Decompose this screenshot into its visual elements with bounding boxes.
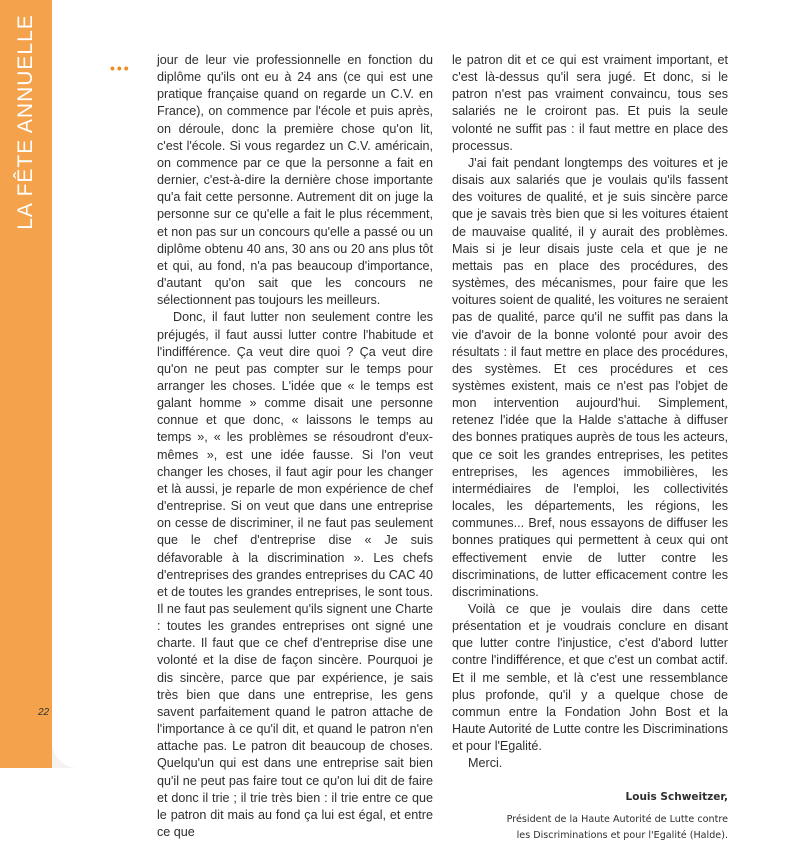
text-column-left: [157, 52, 433, 841]
paragraph: J'ai fait pendant longtemps des voitures et je disais aux salariés que je voulais qu'ils fassent des voitures de qualité, et je suis sincère parce que je savais très bien que si les voitures étaient de mauvaise qualité, il y aurait des problèmes. Mais si je leur disais juste cela et que je ne mettais pas en place des procédures, des systèmes, des mécanismes, pour faire que les voitures soient de qualité, les voitures ne seraient pas de qualité, parce qu'il ne suffit pas dans la vie d'avoir de la bonne volonté pour avoir des résultats : il faut mettre en place des procédures, des systèmes. Et ces procédures et ces systèmes existent, mais ce n'est pas l'objet de mon intervention aujourd'hui. Simplement, retenez l'idée que la Halde s'attache à diffuser des bonnes pratiques auprès de tous les acteurs, que ce soit les grandes entreprises, les petites entreprises, les agences immobilières, les intermédiaires de l'emploi, les collectivités locales, les départements, les régions, les communes... Bref, nous essayons de diffuser les bonnes pratiques qui permettent à ceux qui ont effectivement envie de lutter contre les discriminations, de lutter efficacement contre les discriminations.: [452, 155, 728, 599]
page-number: 22: [38, 707, 50, 718]
paragraph: Donc, il faut lutter non seulement contre les préjugés, il faut aussi lutter contre l'habitude et l'indifférence. Ça veut dire quoi ? Ça veut dire qu'on ne peut pas compter sur le temps pour arranger les choses. L'idée que « le temps est galant homme » comme disait une personne connue et que donc, « laissons le temps au temps », « les problèmes se résoudront d'eux-mêmes », est une idée fausse. Si l'on veut changer les choses, il faut agir pour les changer et là aussi, je reparle de mon expérience de chef d'entreprise. Si on veut que dans une entreprise on cesse de discriminer, il ne faut pas seulement que le chef d'entreprise dise « Je suis défavorable à la discrimination ». Les chefs d'entreprises des grandes entreprises du CAC 40 et de toutes les grandes entreprises, le sont tous. Il ne faut pas seulement qu'ils signent une Charte : toutes les grandes entreprises ont signé une charte. Il faut que ce chef d'entreprise dise une volonté et la dise de façon sincère. Pourquoi je dis sincère, parce que par expérience, je sais très bien que dans une entreprise, les gens savent parfaitement quand le patron attache de l'importance à ce qu'il dit, et quand le patron n'en attache pas. Le patron dit beaucoup de choses. Quelqu'un qui est dans une entreprise sait bien qu'il ne peut pas faire tout ce qu'on lui dit de faire et donc il trie ; il trie très bien : il trie entre ce que le patron dit mais au fond ça lui est égal, et entre ce que: [157, 310, 433, 840]
sidebar-band: [0, 0, 52, 768]
section-title: LA FÊTE ANNUELLE: [14, 14, 37, 230]
paragraph: le patron dit et ce qui est vraiment important, et c'est là-dessus qu'il sera jugé. Et donc, si le patron n'est pas vraiment convaincu, tous ses salariés ne le croiront pas. Et puis la seule volonté ne suffit pas : il faut mettre en place des processus.: [452, 53, 728, 153]
paragraph: Voilà ce que je voulais dire dans cette présentation et je voudrais conclure en disant que lutter contre l'injustice, c'est d'abord lutter contre l'indifférence, et que c'est un combat actif. Et il me semble, et là c'est une ressemblance plus profonde, qu'il y a quelque chose de commun entre la Fondation John Bost et la Haute Autorité de Lutte contre les Discriminations et pour l'Egalité.: [452, 602, 728, 754]
bullet-dots: •••: [110, 60, 131, 76]
text-column-right: [452, 52, 728, 844]
signature-title-2: les Discriminations et pour l'Egalité (Halde).: [516, 829, 728, 841]
paragraph: jour de leur vie professionnelle en fonction du diplôme qu'ils ont eu à 24 ans (ce qui est une pratique française quand on regarde un C.V. en France), on commence par l'école et puis après, on déroule, donc la première chose qu'on lit, c'est l'école. Si vous regardez un C.V. américain, on commence par ce que la personne a fait en dernier, c'est-à-dire la dernière chose importante qu'a fait cette personne. Autrement dit on juge la personne sur ce qu'elle a fait le plus récemment, et non pas sur un concours qu'elle a passé ou un diplôme obtenu 40 ans, 30 ans ou 20 ans plus tôt et qui, au fond, n'a pas beaucoup d'importance, d'autant qu'on sait que les concours ne sélectionnent pas toujours les meilleurs.: [157, 53, 433, 308]
paragraph: Merci.: [468, 756, 503, 771]
signature-title-1: Président de la Haute Autorité de Lutte contre: [506, 813, 728, 825]
signature-block: [452, 789, 728, 844]
signature-name: Louis Schweitzer,: [625, 790, 728, 803]
